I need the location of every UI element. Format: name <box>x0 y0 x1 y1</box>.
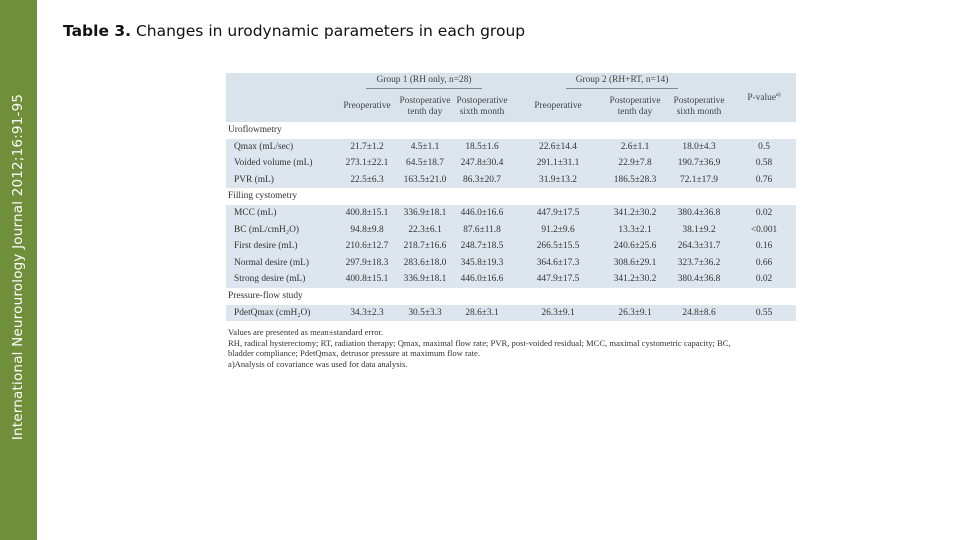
table-row <box>226 238 796 255</box>
group-header-row <box>226 73 796 91</box>
table-row <box>226 271 796 288</box>
cell-g2m6: 264.3±31.7 <box>666 238 732 255</box>
table-row <box>226 155 796 172</box>
table-row <box>226 255 796 272</box>
g2-preop-header: Preoperative <box>512 91 604 122</box>
row-label: Normal desire (mL) <box>226 255 336 272</box>
cell-g1m6: 28.6±3.1 <box>452 305 512 322</box>
pvalue-header: P-value$^{a)}$ <box>732 73 796 122</box>
row-label: Voided volume (mL) <box>226 155 336 172</box>
row-label: PVR (mL) <box>226 172 336 189</box>
cell-g1pre: 22.5±6.3 <box>336 172 398 189</box>
cell-g1m6: 87.6±11.8 <box>452 222 512 239</box>
header-blank <box>226 73 336 91</box>
table-footnotes <box>226 327 796 369</box>
g2-tenthday-header: Postoperative tenth day <box>604 91 666 122</box>
g1-tenthday-header: Postoperative tenth day <box>398 91 452 122</box>
cell-g1pre: 34.3±2.3 <box>336 305 398 322</box>
cell-g2pre: 447.9±17.5 <box>512 205 604 222</box>
data-table <box>226 73 796 321</box>
cell-g2m6: 323.7±36.2 <box>666 255 732 272</box>
cell-g2d10: 240.6±25.6 <box>604 238 666 255</box>
table-row <box>226 222 796 239</box>
subheader-row <box>226 91 796 122</box>
cell-g1m6: 345.8±19.3 <box>452 255 512 272</box>
cell-g1pre: 21.7±1.2 <box>336 139 398 156</box>
urodynamic-table <box>226 73 796 369</box>
g2-sixthmonth-header: Postoperative sixth month <box>666 91 732 122</box>
cell-g2pre: 91.2±9.6 <box>512 222 604 239</box>
cell-g2m6: 18.0±4.3 <box>666 139 732 156</box>
row-label: MCC (mL) <box>226 205 336 222</box>
group1-header: Group 1 (RH only, n=28) <box>336 73 512 91</box>
table-row <box>226 205 796 222</box>
cell-p: 0.76 <box>732 172 796 189</box>
row-label: Strong desire (mL) <box>226 271 336 288</box>
row-label: First desire (mL) <box>226 238 336 255</box>
cell-g2d10: 13.3±2.1 <box>604 222 666 239</box>
cell-g1pre: 400.8±15.1 <box>336 205 398 222</box>
cell-g1pre: 273.1±22.1 <box>336 155 398 172</box>
group2-header: Group 2 (RH+RT, n=14) <box>512 73 732 91</box>
g1-sixthmonth-header: Postoperative sixth month <box>452 91 512 122</box>
cell-g1d10: 336.9±18.1 <box>398 271 452 288</box>
cell-g2m6: 380.4±36.8 <box>666 271 732 288</box>
table-row <box>226 305 796 322</box>
section-row <box>226 288 796 305</box>
cell-g2d10: 341.2±30.2 <box>604 271 666 288</box>
cell-g2pre: 22.6±14.4 <box>512 139 604 156</box>
footnote-line: a)Analysis of covariance was used for data analysis. <box>228 358 408 369</box>
cell-g2m6: 72.1±17.9 <box>666 172 732 189</box>
cell-p: 0.02 <box>732 271 796 288</box>
cell-g1d10: 30.5±3.3 <box>398 305 452 322</box>
table-row <box>226 172 796 189</box>
cell-g2m6: 24.8±8.6 <box>666 305 732 322</box>
footnote-line: Values are presented as mean±standard error. <box>228 327 384 338</box>
section-label: Pressure-flow study <box>226 288 796 305</box>
cell-g1m6: 86.3±20.7 <box>452 172 512 189</box>
cell-g1pre: 94.8±9.8 <box>336 222 398 239</box>
cell-g2m6: 190.7±36.9 <box>666 155 732 172</box>
cell-p: 0.55 <box>732 305 796 322</box>
cell-g1d10: 64.5±18.7 <box>398 155 452 172</box>
cell-g2pre: 291.1±31.1 <box>512 155 604 172</box>
table-caption: Changes in urodynamic parameters in each group <box>135 22 526 40</box>
section-label: Filling cystometry <box>226 188 796 205</box>
cell-g1pre: 210.6±12.7 <box>336 238 398 255</box>
cell-p: 0.16 <box>732 238 796 255</box>
slide-title <box>63 22 525 40</box>
cell-p: 0.58 <box>732 155 796 172</box>
footnote-line: RH, radical hysterectomy; RT, radiation therapy; Qmax, maximal flow rate; PVR, post-voided residual; MCC, maximal cystometric capacity; BC, <box>228 337 731 348</box>
section-row <box>226 122 796 139</box>
g1-preop-header: Preoperative <box>336 91 398 122</box>
cell-g1m6: 446.0±16.6 <box>452 205 512 222</box>
table-row <box>226 139 796 156</box>
journal-sidebar <box>0 0 37 540</box>
section-label: Uroflowmetry <box>226 122 796 139</box>
journal-citation: International Neurourology Journal 2012;16:91-95 <box>10 93 26 441</box>
cell-g2d10: 2.6±1.1 <box>604 139 666 156</box>
cell-g1d10: 336.9±18.1 <box>398 205 452 222</box>
section-row <box>226 188 796 205</box>
cell-g2pre: 31.9±13.2 <box>512 172 604 189</box>
row-label: BC (mL/cmH₂O) <box>226 222 336 239</box>
cell-g2d10: 26.3±9.1 <box>604 305 666 322</box>
cell-g2pre: 26.3±9.1 <box>512 305 604 322</box>
footnote-line: bladder compliance; PdetQmax, detrusor pressure at maximum flow rate. <box>228 348 481 359</box>
cell-g2d10: 186.5±28.3 <box>604 172 666 189</box>
cell-g2pre: 447.9±17.5 <box>512 271 604 288</box>
cell-g2d10: 22.9±7.8 <box>604 155 666 172</box>
cell-g2d10: 308.6±29.1 <box>604 255 666 272</box>
cell-g1d10: 163.5±21.0 <box>398 172 452 189</box>
cell-g1m6: 247.8±30.4 <box>452 155 512 172</box>
table-number: Table 3. <box>63 22 132 40</box>
cell-g1m6: 18.5±1.6 <box>452 139 512 156</box>
cell-g1d10: 218.7±16.6 <box>398 238 452 255</box>
table-body <box>226 122 796 321</box>
row-label: PdetQmax (cmH₂O) <box>226 305 336 322</box>
cell-p: 0.02 <box>732 205 796 222</box>
cell-g1d10: 4.5±1.1 <box>398 139 452 156</box>
cell-g1d10: 283.6±18.0 <box>398 255 452 272</box>
cell-p: 0.5 <box>732 139 796 156</box>
cell-g1m6: 248.7±18.5 <box>452 238 512 255</box>
cell-g2pre: 266.5±15.5 <box>512 238 604 255</box>
row-label: Qmax (mL/sec) <box>226 139 336 156</box>
cell-g2m6: 38.1±9.2 <box>666 222 732 239</box>
cell-g2d10: 341.2±30.2 <box>604 205 666 222</box>
cell-g1m6: 446.0±16.6 <box>452 271 512 288</box>
cell-g1pre: 297.9±18.3 <box>336 255 398 272</box>
cell-g1pre: 400.8±15.1 <box>336 271 398 288</box>
cell-g1d10: 22.3±6.1 <box>398 222 452 239</box>
cell-p: <0.001 <box>732 222 796 239</box>
cell-g2m6: 380.4±36.8 <box>666 205 732 222</box>
cell-g2pre: 364.6±17.3 <box>512 255 604 272</box>
cell-p: 0.66 <box>732 255 796 272</box>
